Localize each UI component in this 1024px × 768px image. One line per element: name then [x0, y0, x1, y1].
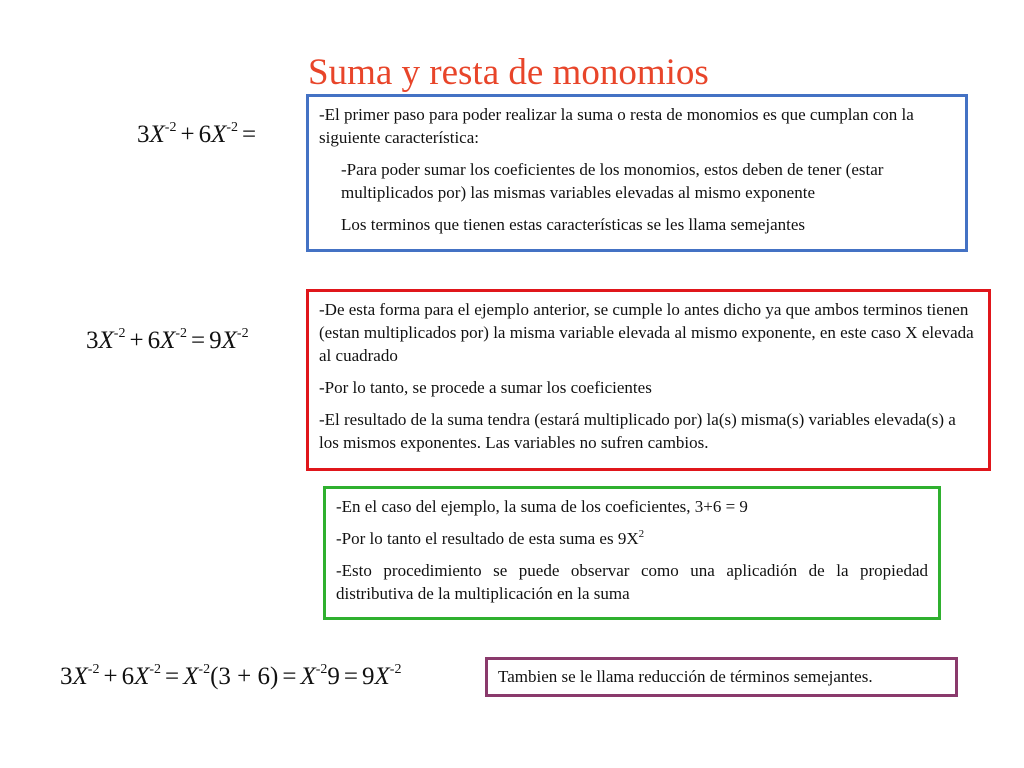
equals-sign: = — [282, 663, 297, 690]
coefficient: 6 — [121, 663, 135, 690]
box-paragraph: -El primer paso para poder realizar la suma o resta de monomios es que cumplan con la siguiente característica: — [319, 105, 914, 147]
variable: X — [149, 121, 165, 148]
equals-sign: = — [191, 327, 206, 354]
exponent: -2 — [175, 326, 188, 341]
box-paragraph: -De esta forma para el ejemplo anterior, se cumple lo antes dicho ya que ambos terminos tienen (estan multiplicados por) la misma variable elevada al mismo exponente, en este caso X elevada al cuadrado — [319, 300, 974, 365]
variable: X — [221, 327, 237, 354]
box-paragraph: -Para poder sumar los coeficientes de los monomios, estos deben de tener (estar multiplicados por) las mismas variables elevadas al mismo exponente — [341, 160, 884, 202]
coefficient: 6 — [198, 121, 212, 148]
box-paragraph: Tambien se le llama reducción de términos semejantes. — [498, 667, 873, 686]
coefficient: 9 — [209, 327, 222, 354]
explanation-box-red — [306, 289, 991, 471]
box-paragraph — [336, 527, 928, 550]
coefficient: 9 — [327, 663, 340, 690]
coefficient: 6 — [147, 327, 161, 354]
exponent: -2 — [236, 326, 249, 341]
variable: X — [134, 663, 150, 690]
plus-sign: + — [129, 327, 144, 354]
coefficient: 9 — [362, 663, 375, 690]
coefficient: 3 — [60, 663, 73, 690]
exponent: -2 — [149, 662, 162, 677]
plus-sign: + — [180, 121, 195, 148]
exponent: -2 — [315, 662, 328, 677]
slide-title: Suma y resta de monomios — [308, 52, 709, 93]
grouped-coefficients: (3 + 6) — [210, 663, 279, 690]
exponent: -2 — [389, 662, 402, 677]
variable: X — [300, 663, 316, 690]
result-exponent: 2 — [638, 528, 645, 540]
equals-sign: = — [343, 663, 358, 690]
variable: X — [211, 121, 227, 148]
equation-3 — [60, 662, 401, 692]
equation-1 — [137, 120, 260, 150]
variable: X — [183, 663, 199, 690]
equation-2 — [86, 326, 249, 356]
exponent: -2 — [87, 662, 100, 677]
explanation-box-purple — [485, 657, 958, 697]
variable: X — [160, 327, 176, 354]
exponent: -2 — [198, 662, 211, 677]
explanation-box-blue — [306, 94, 968, 252]
variable: X — [374, 663, 390, 690]
exponent: -2 — [113, 326, 126, 341]
coefficient: 3 — [137, 121, 150, 148]
result-text: -Por lo tanto el resultado de esta suma es 9X — [336, 529, 639, 548]
variable: X — [98, 327, 114, 354]
box-paragraph: -Por lo tanto, se procede a sumar los coeficientes — [319, 378, 652, 397]
explanation-box-green — [323, 486, 941, 620]
exponent: -2 — [164, 120, 177, 135]
plus-sign: + — [103, 663, 118, 690]
coefficient: 3 — [86, 327, 99, 354]
box-paragraph: Los terminos que tienen estas características se les llama semejantes — [341, 215, 806, 234]
equals-sign: = — [242, 121, 257, 148]
box-paragraph: -Esto procedimiento se puede observar como una aplicadión de la propiedad distributiva de la multiplicación en la suma — [336, 561, 928, 603]
equals-sign: = — [165, 663, 180, 690]
box-paragraph: -En el caso del ejemplo, la suma de los coeficientes, 3+6 = 9 — [336, 497, 748, 516]
exponent: -2 — [226, 120, 239, 135]
variable: X — [72, 663, 88, 690]
box-paragraph: -El resultado de la suma tendra (estará multiplicado por) la(s) misma(s) variables elevada(s) a los mismos exponentes. Las variables no sufren cambios. — [319, 410, 956, 452]
